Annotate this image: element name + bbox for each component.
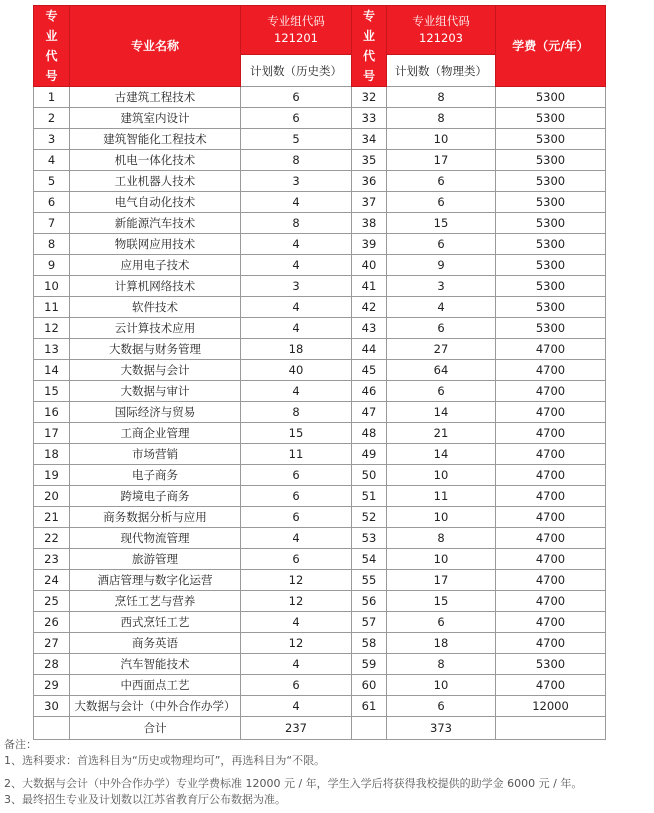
row-fee: 4700 xyxy=(496,339,606,360)
row-major-name: 大数据与财务管理 xyxy=(70,339,241,360)
row-history-plan: 3 xyxy=(241,276,352,297)
row-major-name: 跨境电子商务 xyxy=(70,486,241,507)
row-major-name: 云计算技术应用 xyxy=(70,318,241,339)
row-physics-plan: 17 xyxy=(387,150,496,171)
header-group1 xyxy=(241,6,352,55)
row-major-name: 工业机器人技术 xyxy=(70,171,241,192)
row-history-plan: 6 xyxy=(241,465,352,486)
row-fee: 4700 xyxy=(496,444,606,465)
row-fee: 5300 xyxy=(496,654,606,675)
row-index: 22 xyxy=(34,528,70,549)
row-major-name: 机电一体化技术 xyxy=(70,150,241,171)
row-physics-plan: 10 xyxy=(387,549,496,570)
header-group1-code: 121201 xyxy=(274,31,318,46)
row-physics-code: 37 xyxy=(352,192,387,213)
row-fee: 4700 xyxy=(496,549,606,570)
row-major-name: 市场营销 xyxy=(70,444,241,465)
row-index: 12 xyxy=(34,318,70,339)
row-history-plan: 6 xyxy=(241,549,352,570)
row-history-plan: 12 xyxy=(241,570,352,591)
row-fee: 5300 xyxy=(496,297,606,318)
row-index: 26 xyxy=(34,612,70,633)
row-major-name: 物联网应用技术 xyxy=(70,234,241,255)
row-index: 28 xyxy=(34,654,70,675)
row-physics-code: 46 xyxy=(352,381,387,402)
row-physics-code: 43 xyxy=(352,318,387,339)
row-fee: 4700 xyxy=(496,465,606,486)
total-history: 237 xyxy=(241,717,352,740)
row-history-plan: 4 xyxy=(241,696,352,717)
note-3: 3、最终招生专业及计划数以江苏省教育厅公布数据为准。 xyxy=(4,793,286,806)
row-index: 10 xyxy=(34,276,70,297)
row-history-plan: 6 xyxy=(241,675,352,696)
header-index: 专业代号 xyxy=(34,6,70,87)
row-physics-code: 40 xyxy=(352,255,387,276)
row-physics-plan: 14 xyxy=(387,402,496,423)
row-physics-code: 61 xyxy=(352,696,387,717)
row-physics-code: 41 xyxy=(352,276,387,297)
row-major-name: 烹饪工艺与营养 xyxy=(70,591,241,612)
row-physics-plan: 18 xyxy=(387,633,496,654)
header-group2-label: 专业组代码 xyxy=(412,14,470,29)
row-index: 5 xyxy=(34,171,70,192)
row-physics-code: 53 xyxy=(352,528,387,549)
row-physics-code: 33 xyxy=(352,108,387,129)
row-history-plan: 15 xyxy=(241,423,352,444)
row-physics-plan: 6 xyxy=(387,192,496,213)
row-history-plan: 6 xyxy=(241,507,352,528)
row-index: 11 xyxy=(34,297,70,318)
row-fee: 4700 xyxy=(496,507,606,528)
row-index: 2 xyxy=(34,108,70,129)
row-physics-plan: 3 xyxy=(387,276,496,297)
header-physics-code xyxy=(352,6,387,87)
row-history-plan: 6 xyxy=(241,87,352,108)
row-major-name: 建筑室内设计 xyxy=(70,108,241,129)
table-row xyxy=(34,318,606,339)
table-row xyxy=(34,381,606,402)
table-row xyxy=(34,675,606,696)
notes xyxy=(4,737,582,808)
row-history-plan: 4 xyxy=(241,255,352,276)
row-history-plan: 3 xyxy=(241,171,352,192)
row-index: 16 xyxy=(34,402,70,423)
table-row xyxy=(34,528,606,549)
table-row xyxy=(34,633,606,654)
row-history-plan: 6 xyxy=(241,486,352,507)
row-major-name: 工商企业管理 xyxy=(70,423,241,444)
row-fee: 4700 xyxy=(496,570,606,591)
row-physics-code: 60 xyxy=(352,675,387,696)
table-row xyxy=(34,171,606,192)
row-fee: 5300 xyxy=(496,108,606,129)
row-fee: 5300 xyxy=(496,150,606,171)
row-history-plan: 8 xyxy=(241,402,352,423)
row-fee: 4700 xyxy=(496,423,606,444)
row-physics-code: 42 xyxy=(352,297,387,318)
row-history-plan: 8 xyxy=(241,213,352,234)
row-physics-plan: 9 xyxy=(387,255,496,276)
total-label: 合计 xyxy=(70,717,241,740)
row-fee: 5300 xyxy=(496,213,606,234)
row-major-name: 旅游管理 xyxy=(70,549,241,570)
header-physics-plan: 计划数（物理类） xyxy=(387,55,496,87)
row-fee: 4700 xyxy=(496,360,606,381)
row-index: 30 xyxy=(34,696,70,717)
row-major-name: 大数据与会计（中外合作办学） xyxy=(70,696,241,717)
row-history-plan: 4 xyxy=(241,654,352,675)
row-physics-plan: 10 xyxy=(387,507,496,528)
table-row xyxy=(34,696,606,717)
row-major-name: 商务数据分析与应用 xyxy=(70,507,241,528)
row-index: 15 xyxy=(34,381,70,402)
row-major-name: 电子商务 xyxy=(70,465,241,486)
row-physics-code: 48 xyxy=(352,423,387,444)
table-row xyxy=(34,570,606,591)
row-physics-plan: 6 xyxy=(387,171,496,192)
row-fee: 5300 xyxy=(496,234,606,255)
table-row xyxy=(34,612,606,633)
table-row xyxy=(34,108,606,129)
row-history-plan: 40 xyxy=(241,360,352,381)
header-fee: 学费（元/年） xyxy=(496,6,606,87)
row-history-plan: 8 xyxy=(241,150,352,171)
notes-title: 备注： xyxy=(4,738,37,751)
row-fee: 4700 xyxy=(496,612,606,633)
table-row xyxy=(34,255,606,276)
row-major-name: 商务英语 xyxy=(70,633,241,654)
row-physics-code: 44 xyxy=(352,339,387,360)
row-physics-plan: 6 xyxy=(387,612,496,633)
enrollment-plan-table xyxy=(33,5,606,740)
row-history-plan: 11 xyxy=(241,444,352,465)
row-index: 7 xyxy=(34,213,70,234)
row-index: 27 xyxy=(34,633,70,654)
table-row xyxy=(34,339,606,360)
table-row xyxy=(34,423,606,444)
row-physics-plan: 8 xyxy=(387,654,496,675)
row-physics-plan: 8 xyxy=(387,87,496,108)
row-index: 18 xyxy=(34,444,70,465)
table-row xyxy=(34,234,606,255)
table-row xyxy=(34,507,606,528)
row-major-name: 中西面点工艺 xyxy=(70,675,241,696)
row-physics-code: 32 xyxy=(352,87,387,108)
row-physics-code: 39 xyxy=(352,234,387,255)
row-major-name: 计算机网络技术 xyxy=(70,276,241,297)
table-row xyxy=(34,444,606,465)
row-physics-plan: 6 xyxy=(387,696,496,717)
row-major-name: 汽车智能技术 xyxy=(70,654,241,675)
table-row xyxy=(34,402,606,423)
row-physics-plan: 6 xyxy=(387,234,496,255)
header-physics-code-label: 专业代号 xyxy=(362,9,375,83)
row-index: 1 xyxy=(34,87,70,108)
row-index: 8 xyxy=(34,234,70,255)
row-physics-plan: 27 xyxy=(387,339,496,360)
row-fee: 12000 xyxy=(496,696,606,717)
total-physics: 373 xyxy=(387,717,496,740)
row-fee: 5300 xyxy=(496,171,606,192)
row-fee: 4700 xyxy=(496,528,606,549)
row-physics-plan: 15 xyxy=(387,591,496,612)
row-physics-code: 47 xyxy=(352,402,387,423)
row-history-plan: 5 xyxy=(241,129,352,150)
row-index: 23 xyxy=(34,549,70,570)
row-history-plan: 18 xyxy=(241,339,352,360)
row-physics-code: 52 xyxy=(352,507,387,528)
row-major-name: 建筑智能化工程技术 xyxy=(70,129,241,150)
note-2: 2、大数据与会计（中外合作办学）专业学费标准 12000 元 / 年，学生入学后将获得我校提供的助学金 6000 元 / 年。 xyxy=(4,777,583,790)
row-major-name: 酒店管理与数字化运营 xyxy=(70,570,241,591)
row-physics-code: 54 xyxy=(352,549,387,570)
row-index: 20 xyxy=(34,486,70,507)
table-row xyxy=(34,465,606,486)
row-history-plan: 4 xyxy=(241,612,352,633)
row-major-name: 新能源汽车技术 xyxy=(70,213,241,234)
row-history-plan: 6 xyxy=(241,108,352,129)
row-index: 6 xyxy=(34,192,70,213)
row-physics-plan: 15 xyxy=(387,213,496,234)
header-group2 xyxy=(387,6,496,55)
header-name: 专业名称 xyxy=(70,6,241,87)
table-row xyxy=(34,192,606,213)
row-index: 29 xyxy=(34,675,70,696)
table-row xyxy=(34,87,606,108)
row-major-name: 电气自动化技术 xyxy=(70,192,241,213)
row-physics-code: 59 xyxy=(352,654,387,675)
row-major-name: 西式烹饪工艺 xyxy=(70,612,241,633)
row-index: 3 xyxy=(34,129,70,150)
row-physics-code: 34 xyxy=(352,129,387,150)
row-index: 21 xyxy=(34,507,70,528)
row-history-plan: 4 xyxy=(241,528,352,549)
table-row xyxy=(34,549,606,570)
row-physics-plan: 4 xyxy=(387,297,496,318)
note-1: 1、选科要求：首选科目为“历史或物理均可”，再选科目为“不限。 xyxy=(4,754,326,767)
row-physics-plan: 64 xyxy=(387,360,496,381)
row-history-plan: 12 xyxy=(241,633,352,654)
row-major-name: 古建筑工程技术 xyxy=(70,87,241,108)
header-group1-label: 专业组代码 xyxy=(267,14,325,29)
table-row xyxy=(34,129,606,150)
row-fee: 5300 xyxy=(496,255,606,276)
row-fee: 4700 xyxy=(496,486,606,507)
table-body xyxy=(34,87,606,717)
row-physics-plan: 6 xyxy=(387,381,496,402)
header-group2-code: 121203 xyxy=(419,31,463,46)
table-row xyxy=(34,486,606,507)
row-fee: 4700 xyxy=(496,675,606,696)
row-major-name: 应用电子技术 xyxy=(70,255,241,276)
row-physics-code: 56 xyxy=(352,591,387,612)
header-history-plan: 计划数（历史类） xyxy=(241,55,352,87)
table-row xyxy=(34,276,606,297)
row-index: 14 xyxy=(34,360,70,381)
row-index: 9 xyxy=(34,255,70,276)
row-physics-plan: 10 xyxy=(387,465,496,486)
table-row xyxy=(34,360,606,381)
row-fee: 4700 xyxy=(496,633,606,654)
row-physics-plan: 17 xyxy=(387,570,496,591)
table-row xyxy=(34,213,606,234)
row-physics-plan: 8 xyxy=(387,528,496,549)
row-history-plan: 4 xyxy=(241,297,352,318)
row-physics-plan: 10 xyxy=(387,675,496,696)
row-fee: 5300 xyxy=(496,87,606,108)
row-fee: 5300 xyxy=(496,276,606,297)
row-index: 25 xyxy=(34,591,70,612)
row-fee: 5300 xyxy=(496,192,606,213)
row-history-plan: 4 xyxy=(241,192,352,213)
row-physics-code: 35 xyxy=(352,150,387,171)
row-physics-code: 45 xyxy=(352,360,387,381)
row-physics-plan: 11 xyxy=(387,486,496,507)
row-physics-code: 58 xyxy=(352,633,387,654)
row-fee: 4700 xyxy=(496,402,606,423)
row-physics-code: 50 xyxy=(352,465,387,486)
row-fee: 5300 xyxy=(496,318,606,339)
row-index: 17 xyxy=(34,423,70,444)
row-physics-plan: 8 xyxy=(387,108,496,129)
row-major-name: 大数据与会计 xyxy=(70,360,241,381)
row-major-name: 现代物流管理 xyxy=(70,528,241,549)
row-physics-code: 38 xyxy=(352,213,387,234)
table-row xyxy=(34,591,606,612)
row-physics-plan: 21 xyxy=(387,423,496,444)
row-physics-code: 51 xyxy=(352,486,387,507)
row-index: 13 xyxy=(34,339,70,360)
row-index: 24 xyxy=(34,570,70,591)
row-fee: 5300 xyxy=(496,129,606,150)
table-row xyxy=(34,297,606,318)
row-major-name: 软件技术 xyxy=(70,297,241,318)
row-major-name: 大数据与审计 xyxy=(70,381,241,402)
row-history-plan: 4 xyxy=(241,318,352,339)
row-physics-code: 55 xyxy=(352,570,387,591)
row-physics-code: 57 xyxy=(352,612,387,633)
row-physics-plan: 6 xyxy=(387,318,496,339)
row-physics-code: 36 xyxy=(352,171,387,192)
row-physics-plan: 14 xyxy=(387,444,496,465)
row-history-plan: 4 xyxy=(241,234,352,255)
row-fee: 4700 xyxy=(496,591,606,612)
row-fee: 4700 xyxy=(496,381,606,402)
row-major-name: 国际经济与贸易 xyxy=(70,402,241,423)
table-row xyxy=(34,654,606,675)
row-index: 4 xyxy=(34,150,70,171)
row-history-plan: 12 xyxy=(241,591,352,612)
row-index: 19 xyxy=(34,465,70,486)
row-physics-code: 49 xyxy=(352,444,387,465)
table-row xyxy=(34,150,606,171)
row-physics-plan: 10 xyxy=(387,129,496,150)
row-history-plan: 4 xyxy=(241,381,352,402)
